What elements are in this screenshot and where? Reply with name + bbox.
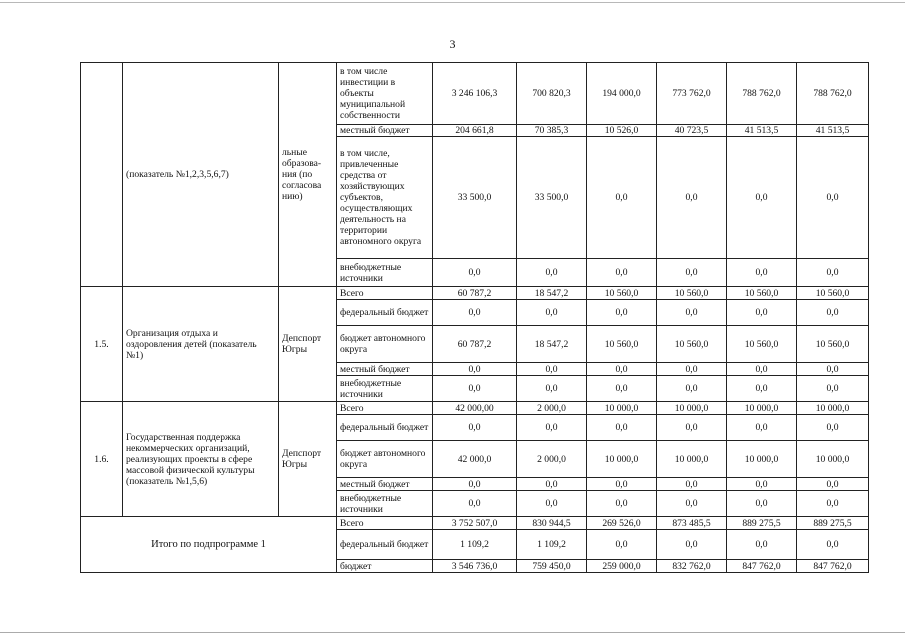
value-cell: 41 513,5 [797,125,869,137]
scan-bottom-edge [0,632,905,633]
value-cell: 0,0 [727,259,797,287]
value-cell: 60 787,2 [433,326,517,363]
value-cell: 0,0 [727,376,797,402]
value-cell: 0,0 [657,530,727,560]
value-cell: 0,0 [587,478,657,491]
value-cell: 0,0 [797,491,869,517]
funding-source: бюджет автономного округа [337,441,433,478]
value-cell: 832 762,0 [657,560,727,573]
value-cell: 10 000,0 [727,441,797,478]
value-cell: 0,0 [587,137,657,259]
scan-top-edge [0,2,905,3]
value-cell: 10 560,0 [797,287,869,300]
value-cell: 10 526,0 [587,125,657,137]
value-cell: 10 000,0 [797,402,869,415]
value-cell: 0,0 [517,478,587,491]
funding-source: местный бюджет [337,363,433,376]
section-code: 1.5. [81,287,123,402]
funding-source: местный бюджет [337,478,433,491]
table-row [81,287,869,300]
value-cell: 889 275,5 [727,517,797,530]
value-cell: 847 762,0 [797,560,869,573]
value-cell: 2 000,0 [517,402,587,415]
funding-source: внебюджетные источники [337,491,433,517]
value-cell: 0,0 [657,491,727,517]
funding-source: Всего [337,287,433,300]
value-cell: 10 560,0 [587,326,657,363]
section-code: 1.6. [81,402,123,517]
value-cell: 0,0 [797,376,869,402]
funding-source: внебюджетные источники [337,259,433,287]
value-cell: 1 109,2 [517,530,587,560]
value-cell: 0,0 [797,300,869,326]
value-cell: 0,0 [727,478,797,491]
value-cell: 773 762,0 [657,63,727,125]
value-cell: 0,0 [517,300,587,326]
section-executor: Депспорт Югры [279,287,337,402]
value-cell: 0,0 [727,137,797,259]
value-cell: 0,0 [657,415,727,441]
value-cell: 0,0 [517,363,587,376]
value-cell: 889 275,5 [797,517,869,530]
value-cell: 0,0 [727,415,797,441]
value-cell: 0,0 [657,300,727,326]
value-cell: 10 560,0 [727,326,797,363]
value-cell: 0,0 [433,376,517,402]
value-cell: 0,0 [797,478,869,491]
value-cell: 0,0 [727,530,797,560]
value-cell: 10 000,0 [587,402,657,415]
table-row [81,517,869,530]
value-cell: 0,0 [587,491,657,517]
value-cell: 3 246 106,3 [433,63,517,125]
value-cell: 700 820,3 [517,63,587,125]
funding-source: федеральный бюджет [337,415,433,441]
value-cell: 0,0 [517,376,587,402]
table-row [81,63,869,125]
value-cell: 10 000,0 [797,441,869,478]
value-cell: 0,0 [587,363,657,376]
table-row [81,402,869,415]
value-cell: 269 526,0 [587,517,657,530]
value-cell: 10 560,0 [587,287,657,300]
value-cell: 759 450,0 [517,560,587,573]
value-cell: 0,0 [657,137,727,259]
funding-source: федеральный бюджет [337,300,433,326]
value-cell: 10 560,0 [727,287,797,300]
value-cell: 0,0 [433,491,517,517]
value-cell: 788 762,0 [727,63,797,125]
value-cell: 0,0 [433,300,517,326]
value-cell: 0,0 [657,376,727,402]
section-executor: Депспорт Югры [279,402,337,517]
value-cell: 0,0 [517,415,587,441]
section-name: Организация отдыха и оздоровления детей (показатель №1) [123,287,279,402]
value-cell: 0,0 [797,259,869,287]
funding-source: федеральный бюджет [337,530,433,560]
value-cell: 0,0 [433,478,517,491]
value-cell: 0,0 [517,259,587,287]
value-cell: 0,0 [587,259,657,287]
value-cell: 0,0 [433,259,517,287]
row-executor-cell: льные образова-ния (по согласова нию) [279,63,337,287]
value-cell: 18 547,2 [517,326,587,363]
value-cell: 10 560,0 [657,326,727,363]
section-name: Государственная поддержка некоммерческих организаций, реализующих проекты в сфере массовой физической культуры (показатель №1,5,6) [123,402,279,517]
funding-source: бюджет автономного округа [337,326,433,363]
row-code-cell [81,63,123,287]
value-cell: 10 000,0 [587,441,657,478]
value-cell: 0,0 [657,363,727,376]
value-cell: 0,0 [797,137,869,259]
value-cell: 873 485,5 [657,517,727,530]
funding-source: внебюджетные источники [337,376,433,402]
value-cell: 70 385,3 [517,125,587,137]
value-cell: 0,0 [587,530,657,560]
value-cell: 194 000,0 [587,63,657,125]
value-cell: 0,0 [797,415,869,441]
page-number: 3 [449,37,456,51]
value-cell: 0,0 [517,491,587,517]
value-cell: 0,0 [727,300,797,326]
value-cell: 2 000,0 [517,441,587,478]
value-cell: 40 723,5 [657,125,727,137]
value-cell: 204 661,8 [433,125,517,137]
value-cell: 10 560,0 [657,287,727,300]
value-cell: 0,0 [587,415,657,441]
value-cell: 788 762,0 [797,63,869,125]
value-cell: 41 513,5 [727,125,797,137]
value-cell: 0,0 [657,259,727,287]
value-cell: 0,0 [797,530,869,560]
value-cell: 0,0 [587,300,657,326]
row-name-cell: (показатель №1,2,3,5,6,7) [123,63,279,287]
value-cell: 259 000,0 [587,560,657,573]
value-cell: 42 000,00 [433,402,517,415]
funding-source: местный бюджет [337,125,433,137]
budget-table [80,62,869,573]
value-cell: 1 109,2 [433,530,517,560]
funding-source: бюджет [337,560,433,573]
value-cell: 33 500,0 [433,137,517,259]
value-cell: 0,0 [727,491,797,517]
value-cell: 0,0 [433,415,517,441]
value-cell: 0,0 [727,363,797,376]
value-cell: 830 944,5 [517,517,587,530]
funding-source: в том числе инвестиции в объекты муниципальной собственности [337,63,433,125]
value-cell: 42 000,0 [433,441,517,478]
value-cell: 33 500,0 [517,137,587,259]
funding-source: Всего [337,402,433,415]
value-cell: 10 000,0 [657,402,727,415]
subprogram-total-label: Итого по подпрограмме 1 [81,517,337,573]
value-cell: 0,0 [587,376,657,402]
value-cell: 10 000,0 [727,402,797,415]
funding-source: в том числе, привлеченные средства от хозяйствующих субъектов, осуществляющих деятельность на территории автономного округа [337,137,433,259]
value-cell: 3 752 507,0 [433,517,517,530]
value-cell: 0,0 [657,478,727,491]
value-cell: 10 000,0 [657,441,727,478]
value-cell: 60 787,2 [433,287,517,300]
value-cell: 10 560,0 [797,326,869,363]
value-cell: 0,0 [433,363,517,376]
value-cell: 18 547,2 [517,287,587,300]
value-cell: 3 546 736,0 [433,560,517,573]
value-cell: 847 762,0 [727,560,797,573]
value-cell: 0,0 [797,363,869,376]
funding-source: Всего [337,517,433,530]
